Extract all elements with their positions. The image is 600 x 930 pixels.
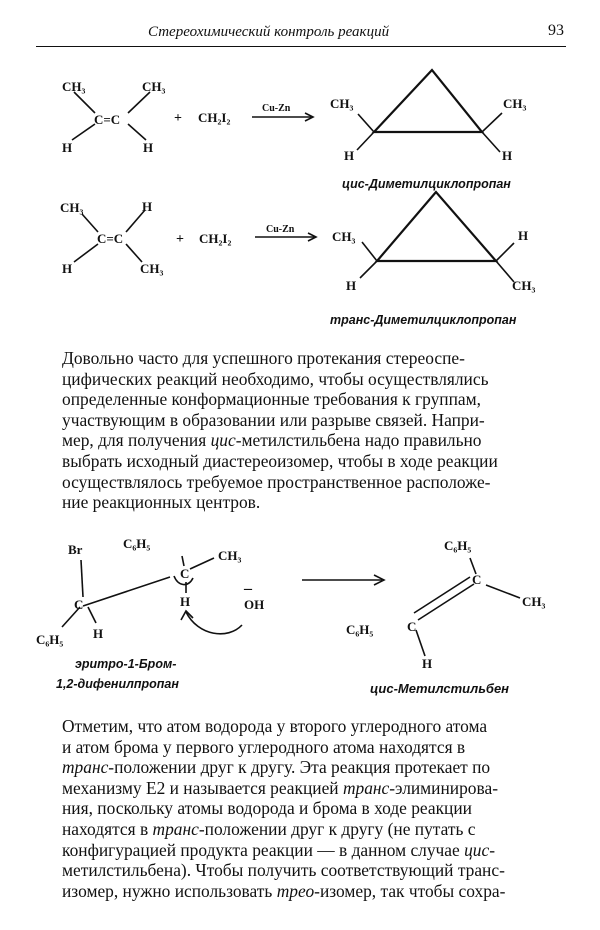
italic-term: трео [276, 880, 315, 901]
r1-double-bond: C=C [94, 112, 121, 127]
text-line: метилстильбена). Чтобы получить соответствующий транс- [62, 860, 505, 881]
r3-br: Br [68, 542, 83, 557]
r3-ch3: CH₃ [218, 548, 242, 563]
r3-product-c6h5-left: C₆H₅ [346, 622, 374, 637]
r2-product-ch3-left: CH₃ [332, 229, 356, 244]
text-line: выбрать исходный диастереоизомер, чтобы в ходе реакции [62, 450, 498, 471]
italic-term: цис [210, 430, 236, 451]
r1-product-label: цис-Диметилциклопропан [342, 177, 511, 191]
r2-product-ch3-right: CH₃ [512, 278, 536, 293]
r1-h-left: H [62, 140, 73, 155]
r2-product-h-right: H [518, 228, 529, 243]
r3-h-c2: H [180, 594, 191, 609]
r3-product-ch3: CH₃ [522, 594, 546, 609]
r3-product-label: цис-Метилстильбен [370, 681, 510, 696]
r1-h-right: H [143, 140, 154, 155]
r3-c6h5-bottom: C₆H₅ [36, 632, 64, 647]
r1-plus: + [174, 111, 182, 126]
italic-term: транс [62, 757, 109, 778]
r1-reagent: CH₂I₂ [198, 110, 231, 125]
r2-reagent: CH₂I₂ [199, 231, 232, 246]
r2-double-bond: C=C [97, 231, 124, 246]
italic-term: транс [342, 777, 390, 798]
text-line: цифических реакций необходимо, чтобы осуществлялись [62, 368, 489, 389]
text-line: конфигурацией продукта реакции — в данном случае цис- [62, 839, 496, 860]
r3-c2: C [180, 566, 190, 581]
r3-product-c-right: C [472, 572, 482, 587]
running-header-title: Стереохимический контроль реакций [148, 24, 390, 40]
text-line: ние реакционных центров. [62, 492, 261, 513]
r1-product-h-left: H [344, 148, 355, 163]
r1-catalyst: Cu-Zn [262, 103, 291, 114]
r3-c1: C [74, 597, 84, 612]
text-line: определенные конформационные требования к группам, [62, 389, 481, 410]
text-line: механизму E2 и называется реакцией транс-элиминирова- [62, 777, 498, 798]
r3-c6h5-top: C₆H₅ [123, 536, 151, 551]
r3-product-c-left: C [407, 619, 417, 634]
r2-catalyst: Cu-Zn [266, 224, 295, 235]
r2-ch3-top: CH₃ [60, 200, 84, 215]
text-line: Отметим, что атом водорода у второго углеродного атома [62, 716, 488, 736]
text-line: Довольно часто для успешного протекания стереоспе- [62, 348, 465, 368]
r3-oh: OH [244, 597, 265, 612]
r1-product-h-right: H [502, 148, 513, 163]
text-line: транс-положении друг к другу. Эта реакция протекает по [62, 757, 491, 778]
paragraph-1 [62, 348, 560, 513]
italic-term: транс [152, 818, 199, 839]
italic-term: цис [464, 839, 490, 860]
r3-h-c1: H [93, 626, 104, 641]
paragraph-2 [62, 716, 560, 901]
text-line: участвующим в образовании или разрыве связей. Напри- [62, 409, 485, 430]
r1-ch3-right: CH₃ [142, 79, 166, 94]
r3-hydroxide-charge: – [244, 580, 252, 597]
page-number: 93 [548, 22, 564, 39]
r1-product-ch3-left: CH₃ [330, 96, 354, 111]
r3-reactant-label-2: 1,2-дифенилпропан [56, 677, 179, 691]
r2-ch3-bottom: CH₃ [140, 261, 164, 276]
r1-ch3-left: CH₃ [62, 79, 86, 94]
r1-product-ch3-right: CH₃ [503, 96, 527, 111]
r2-plus: + [176, 232, 184, 247]
r2-product-h-left: H [346, 278, 357, 293]
r3-reactant-label-1: эритро-1-Бром- [75, 657, 177, 671]
text-line: находятся в транс-положении друг к другу (не путать с [62, 818, 476, 839]
text-line: ния, поскольку атомы водорода и брома в ходе реакции [62, 798, 472, 819]
r3-product-h: H [422, 656, 433, 671]
text-line: осуществлялось требуемое пространственное расположе- [62, 471, 491, 492]
text-line: и атом брома у первого углеродного атома находятся в [62, 736, 466, 757]
r2-h-bottom: H [62, 261, 73, 276]
r2-product-label: транс-Диметилциклопропан [330, 313, 517, 327]
text-line: изомер, нужно использовать трео-изомер, так чтобы сохра- [62, 880, 506, 901]
r3-product-c6h5-top: C₆H₅ [444, 538, 472, 553]
text-line: мер, для получения цис-метилстильбена надо правильно [62, 430, 482, 451]
r2-h-top: H [142, 199, 153, 214]
